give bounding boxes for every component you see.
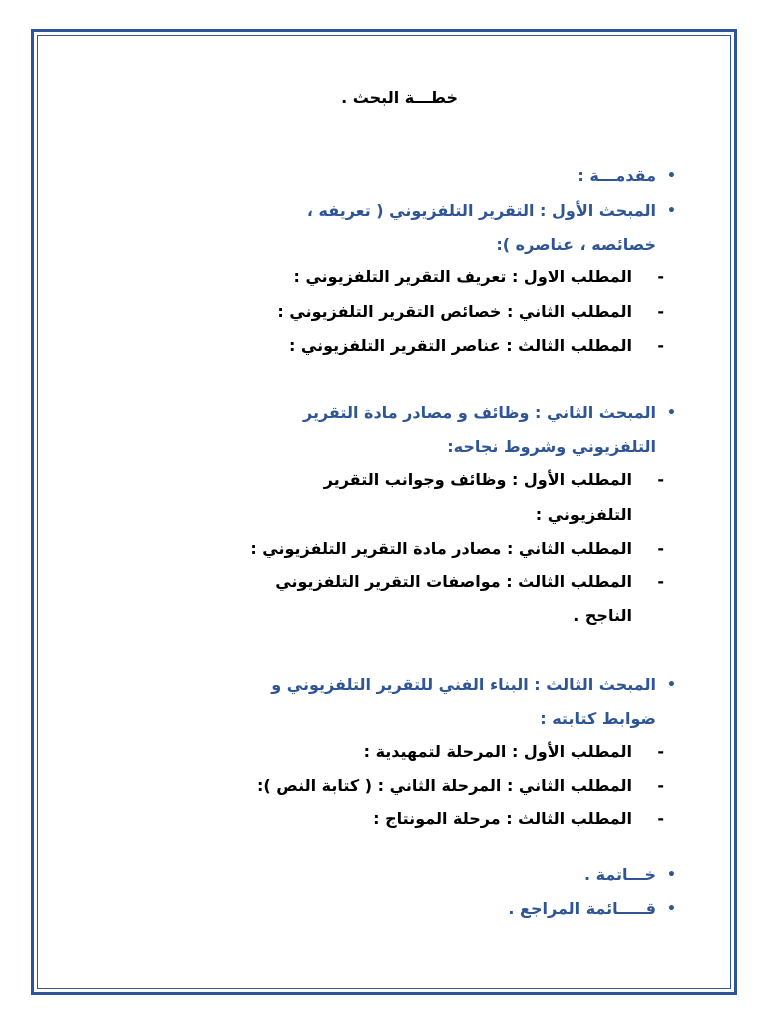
dash-icon: - <box>657 267 664 286</box>
list-item-references <box>100 897 676 921</box>
list-item-section-1 <box>100 199 676 223</box>
bullet-icon: • <box>667 203 676 219</box>
dash-icon: - <box>657 809 664 828</box>
item-text: المطلب الاول : تعريف التقرير التلفزيوني : <box>293 267 632 286</box>
list-item-intro <box>100 164 676 188</box>
page-title: خطـــة البحث . <box>341 88 458 107</box>
item-text: المبحث الثاني : وظائف و مصادر مادة التقرير <box>303 403 656 422</box>
dash-icon: - <box>657 336 664 355</box>
list-item-s1-1 <box>100 265 664 289</box>
item-text: المطلب الثالث : عناصر التقرير التلفزيوني : <box>288 336 632 355</box>
item-text: المطلب الثالث : مواصفات التقرير التلفزيوني <box>275 572 632 591</box>
item-text: المطلب الأول : المرحلة لتمهيدية : <box>363 742 632 761</box>
item-text: المبحث الأول : التقرير التلفزيوني ( تعريفه ، <box>306 201 656 220</box>
item-text: المطلب الثاني : مصادر مادة التقرير التلفزيوني : <box>250 539 632 558</box>
list-item-s3-3 <box>100 807 664 831</box>
item-text: ضوابط كتابته : <box>540 709 656 728</box>
list-item-section-2-cont <box>100 435 656 459</box>
dash-icon: - <box>657 470 664 489</box>
item-text: التلفزيوني : <box>535 505 632 524</box>
list-item-s3-2 <box>100 774 664 798</box>
item-text: خـــاتمة . <box>583 865 656 884</box>
list-item-s2-2 <box>100 537 664 561</box>
list-item-section-3 <box>100 673 676 697</box>
item-text: المبحث الثالث : البناء الفني للتقرير التلفزيوني و <box>271 675 656 694</box>
list-item-s2-1 <box>100 468 664 492</box>
bullet-icon: • <box>667 168 676 184</box>
list-item-s2-3-cont <box>100 604 632 628</box>
item-text: المطلب الثاني : المرحلة الثاني : ( كتابة النص ): <box>256 776 632 795</box>
bullet-icon: • <box>667 405 676 421</box>
list-item-s2-3 <box>100 570 664 594</box>
bullet-icon: • <box>667 901 676 917</box>
list-item-section-1-cont <box>100 233 656 257</box>
list-item-section-2 <box>100 401 676 425</box>
dash-icon: - <box>657 776 664 795</box>
item-text: قـــــائمة المراجع . <box>508 899 656 918</box>
dash-icon: - <box>657 572 664 591</box>
item-text: المطلب الثالث : مرحلة المونتاج : <box>373 809 632 828</box>
list-item-s1-2 <box>100 300 664 324</box>
list-item-section-3-cont <box>100 707 656 731</box>
item-text: مقدمـــة : <box>577 166 656 185</box>
list-item-conclusion <box>100 863 676 887</box>
item-text: المطلب الثاني : خصائص التقرير التلفزيوني : <box>277 302 632 321</box>
item-text: خصائصه ، عناصره ): <box>496 235 656 254</box>
list-item-s1-3 <box>100 334 664 358</box>
bullet-icon: • <box>667 677 676 693</box>
dash-icon: - <box>657 742 664 761</box>
item-text: المطلب الأول : وظائف وجوانب التقرير <box>323 470 632 489</box>
list-item-s3-1 <box>100 740 664 764</box>
bullet-icon: • <box>667 867 676 883</box>
item-text: الناجح . <box>573 606 632 625</box>
list-item-s2-1-cont <box>100 503 632 527</box>
item-text: التلفزيوني وشروط نجاحه: <box>447 437 656 456</box>
dash-icon: - <box>657 302 664 321</box>
dash-icon: - <box>657 539 664 558</box>
